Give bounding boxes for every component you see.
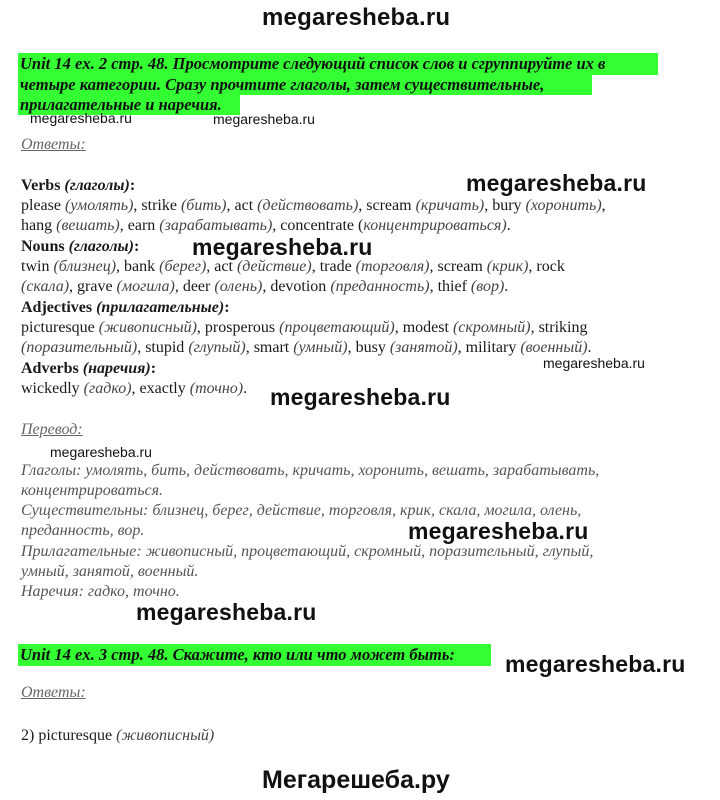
watermark-verbs: megaresheba.ru	[466, 170, 647, 196]
watermark-task2: megaresheba.ru	[505, 651, 686, 677]
text-run: (близнец)	[53, 258, 117, 275]
text-run: (гадко)	[83, 380, 132, 397]
text-run: .	[587, 339, 592, 356]
verbs-title-ru: (глаголы)	[64, 177, 130, 194]
text-run: (живописный)	[98, 319, 197, 336]
text-run: , bury	[484, 197, 526, 214]
adverbs-title: Adverbs	[21, 360, 79, 377]
text-run: , strike	[133, 197, 181, 214]
text-run: (хоронить)	[525, 197, 602, 214]
task-heading-1-line2: четыре категории. Сразу прочтите глаголы, затем существительные,	[20, 75, 545, 94]
answers2-label: Ответы:	[21, 684, 86, 701]
text-run: (процветающий)	[279, 319, 395, 336]
adjectives-colon: :	[224, 299, 230, 316]
watermark-small-3: megaresheba.ru	[543, 355, 645, 371]
translation-line-7: Наречия: гадко, точно.	[21, 583, 180, 600]
text-run: концентрироваться)	[363, 217, 507, 234]
translation-line-4: преданность, вор.	[21, 522, 145, 539]
adverbs-title-ru: (наречия)	[82, 360, 151, 377]
text-run: (берег)	[159, 258, 207, 275]
text-run: , scream	[358, 197, 416, 214]
watermark-small-2: megaresheba.ru	[213, 111, 315, 127]
text-run: , concentrate (	[272, 217, 364, 234]
verbs-line-2	[21, 216, 511, 236]
text-run: (зарабатывать)	[159, 217, 273, 234]
task-heading-1-line1: Unit 14 ex. 2 стр. 48. Просмотрите следующий список слов и сгруппируйте их в	[20, 54, 606, 73]
text-run: (скала)	[21, 278, 70, 295]
text-run: , stupid	[137, 339, 189, 356]
text-run: .	[506, 217, 511, 234]
text-run: (бить)	[180, 197, 227, 214]
text-run: , deer	[174, 278, 215, 295]
adverbs-line-1	[21, 379, 247, 399]
text-run: , scream	[429, 258, 487, 275]
nouns-title-ru: (глаголы)	[68, 238, 134, 255]
text-run: , military	[457, 339, 521, 356]
translation-line-1: Глаголы: умолять, бить, действовать, кричать, хоронить, вешать, зарабатывать,	[21, 462, 600, 479]
adjectives-title-ru: (прилагательные)	[96, 299, 225, 316]
text-run: (глупый)	[188, 339, 246, 356]
watermark-adverbs: megaresheba.ru	[270, 384, 451, 410]
text-run: , earn	[119, 217, 160, 234]
task-heading-1-line3: прилагательные и наречия.	[20, 95, 222, 114]
text-run: hang	[21, 217, 57, 234]
text-run: (действие)	[236, 258, 312, 275]
text-run: , smart	[245, 339, 294, 356]
text-run: , rock	[528, 258, 565, 275]
watermark-translation: megaresheba.ru	[408, 518, 589, 544]
text-run: , thief	[429, 278, 471, 295]
text-run: , modest	[394, 319, 453, 336]
text-run: (умолять)	[64, 197, 134, 214]
text-run: wickedly	[21, 380, 84, 397]
nouns-line-1	[21, 257, 565, 277]
verbs-line-1	[21, 196, 606, 216]
adjectives-heading	[21, 298, 230, 318]
text-run: please	[21, 197, 65, 214]
text-run: (поразительный)	[21, 339, 138, 356]
text-run: (умный)	[293, 339, 348, 356]
text-run: (крик)	[486, 258, 529, 275]
adverbs-heading	[21, 359, 156, 379]
text-run: (военный)	[520, 339, 588, 356]
nouns-heading	[21, 237, 139, 257]
text-run: (кричать)	[415, 197, 485, 214]
text-run: (вешать)	[56, 217, 120, 234]
text-run: twin	[21, 258, 54, 275]
watermark-small-1: megaresheba.ru	[30, 110, 132, 126]
task-heading-2	[18, 644, 491, 666]
text-run: (живописный)	[116, 727, 215, 744]
text-run: .	[504, 278, 509, 295]
text-run: 2) picturesque	[21, 727, 117, 744]
answers-label: Ответы:	[21, 136, 86, 153]
verbs-colon: :	[129, 177, 136, 194]
text-run: , devotion	[262, 278, 331, 295]
task-heading-1-row2	[18, 75, 592, 95]
translation-label: Перевод:	[21, 421, 83, 438]
text-run: , bank	[116, 258, 160, 275]
task-heading-1	[18, 53, 658, 75]
translation-line-5: Прилагательные: живописный, процветающий, скромный, поразительный, глупый,	[21, 543, 594, 560]
watermark-translation-2: megaresheba.ru	[136, 599, 317, 625]
text-run: (преданность)	[330, 278, 430, 295]
verbs-heading	[21, 176, 135, 196]
nouns-colon: :	[133, 238, 140, 255]
text-run: ,	[601, 197, 606, 214]
text-run: (торговля)	[355, 258, 430, 275]
text-run: , prosperous	[196, 319, 280, 336]
text-run: , exactly	[131, 380, 190, 397]
text-run: picturesque	[21, 319, 99, 336]
text-run: , striking	[530, 319, 588, 336]
task-heading-2-line1: Unit 14 ex. 3 стр. 48. Скажите, кто или что может быть:	[20, 645, 455, 664]
text-run: (вор)	[470, 278, 505, 295]
text-run: , trade	[311, 258, 356, 275]
translation-line-2: концентрироваться.	[21, 482, 164, 499]
text-run: .	[243, 380, 248, 397]
adjectives-line-1	[21, 318, 587, 338]
adjectives-title: Adjectives	[21, 299, 93, 316]
translation-line-6: умный, занятой, военный.	[21, 563, 199, 580]
text-run: (занятой)	[389, 339, 458, 356]
text-run: , act	[206, 258, 237, 275]
adjectives-line-2	[21, 338, 592, 358]
watermark-small-4: megaresheba.ru	[50, 444, 152, 460]
watermark-nouns: megaresheba.ru	[192, 234, 373, 260]
text-run: (могила)	[116, 278, 175, 295]
verbs-title: Verbs	[21, 177, 61, 194]
text-run: , act	[226, 197, 258, 214]
text-run: , busy	[347, 339, 390, 356]
text-run: (действовать)	[257, 197, 359, 214]
nouns-title: Nouns	[21, 238, 65, 255]
footer-title: Мегарешеба.ру	[262, 766, 450, 794]
text-run: , grave	[69, 278, 117, 295]
nouns-line-2	[21, 277, 508, 297]
adverbs-colon: :	[150, 360, 157, 377]
text-run: (точно)	[189, 380, 244, 397]
text-run: (олень)	[214, 278, 263, 295]
answer2-line	[21, 726, 214, 746]
text-run: (скромный)	[452, 319, 531, 336]
site-watermark-top: megaresheba.ru	[262, 4, 451, 31]
translation-line-3: Существительны: близнец, берег, действие, торговля, крик, скала, могила, олень,	[21, 502, 582, 519]
